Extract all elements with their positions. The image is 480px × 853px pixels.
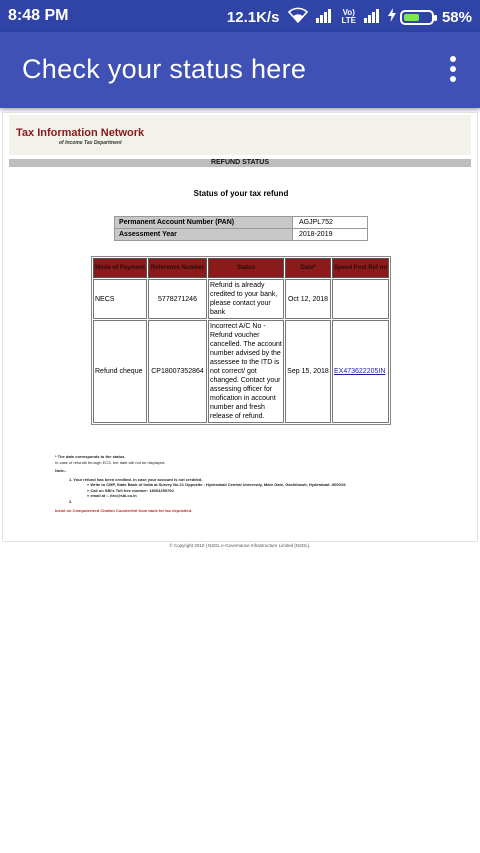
tin-subtitle: of Income Tax Department xyxy=(59,140,122,146)
date-note-1: * The date corresponds to the status. xyxy=(55,454,126,459)
challan-note: Insist on Computerized Challan Counterfoil from bank for tax deposited. xyxy=(55,508,193,513)
signal-icon-2 xyxy=(363,8,381,27)
charging-icon xyxy=(388,8,396,26)
note-bullet-2: » Call on SBI's Toll free number: 18004259760 xyxy=(87,487,174,493)
row1-post-ref xyxy=(332,279,389,319)
note-bullet-1: » Write to CMP, State Bank of India at Survey No.21 Opposite : Hyderabad Central University, Main Gate, Gachibowli, Hyderabad -500019. xyxy=(87,482,347,487)
battery-icon xyxy=(400,10,434,25)
row2-status: Incorrect A/C No - Refund voucher cancelled. The account number advised by the assessee to the ITD is not correct/ got changed. Contact your assessing officer for mofication in account number and fresh release of refund. xyxy=(208,320,284,423)
table-header-row xyxy=(93,258,389,278)
header-reference: Reference Number xyxy=(148,258,207,278)
table-row xyxy=(93,320,389,423)
status-time: 8:48 PM xyxy=(8,7,69,24)
note-item-1: 1. Your refund has been credited. In case your account is not credited, xyxy=(69,476,203,482)
note-item-2: 2. xyxy=(69,498,73,504)
row2-post-ref xyxy=(332,320,389,423)
status-heading: Status of your tax refund xyxy=(193,189,289,198)
row2-date: Sep 15, 2018 xyxy=(285,320,331,423)
refund-status-bar: REFUND STATUS xyxy=(9,159,471,167)
note-label: Note:- xyxy=(55,468,67,473)
date-note-2: In case of refunds through ECS, the date will not be displayed. xyxy=(55,459,166,465)
volte-icon: Vo) LTE xyxy=(341,8,356,25)
row2-reference: CP18007352864 xyxy=(148,320,207,423)
row1-reference: 5778271246 xyxy=(148,279,207,319)
row1-date: Oct 12, 2018 xyxy=(285,279,331,319)
signal-icon xyxy=(315,8,333,27)
header-date: Date* xyxy=(285,258,331,278)
battery-percent: 58% xyxy=(441,8,472,26)
app-title: Check your status here xyxy=(22,54,307,84)
pan-table xyxy=(114,216,368,241)
more-options-icon[interactable] xyxy=(448,56,458,86)
tin-title: Tax Information Network xyxy=(16,127,145,139)
wifi-icon xyxy=(288,7,308,27)
tin-header xyxy=(9,115,471,155)
row2-mode: Refund cheque xyxy=(93,320,147,423)
assessment-year-label: Assessment Year xyxy=(115,229,293,241)
row1-status: Refund is already credited to your bank, please contact your bank xyxy=(208,279,284,319)
note-bullet-3: » email at :- itro@sbi.co.in xyxy=(87,493,137,498)
header-post-ref: Speed Post Ref no xyxy=(332,258,389,278)
webview xyxy=(2,112,478,542)
notes-section xyxy=(55,454,346,514)
table-row xyxy=(93,279,389,319)
copyright: © Copyright 2010 | NSDL e-Governance Infrastructure Limited (NSDL). xyxy=(169,543,311,548)
row1-mode: NECS xyxy=(93,279,147,319)
status-bar xyxy=(0,0,480,32)
assessment-year-row xyxy=(115,229,368,241)
network-speed: 12.1K/s xyxy=(226,8,280,26)
pan-label: Permanent Account Number (PAN) xyxy=(115,217,293,229)
pan-row xyxy=(115,217,368,229)
speed-post-link[interactable]: EX473622205IN xyxy=(334,368,386,375)
assessment-year-value: 2018-2019 xyxy=(293,229,368,241)
header-mode: Mode of Payment xyxy=(93,258,147,278)
pan-value: AGJPL752 xyxy=(293,217,368,229)
status-icons xyxy=(227,7,472,27)
header-status: Status xyxy=(208,258,284,278)
app-bar xyxy=(0,32,480,108)
refund-table xyxy=(91,256,391,425)
